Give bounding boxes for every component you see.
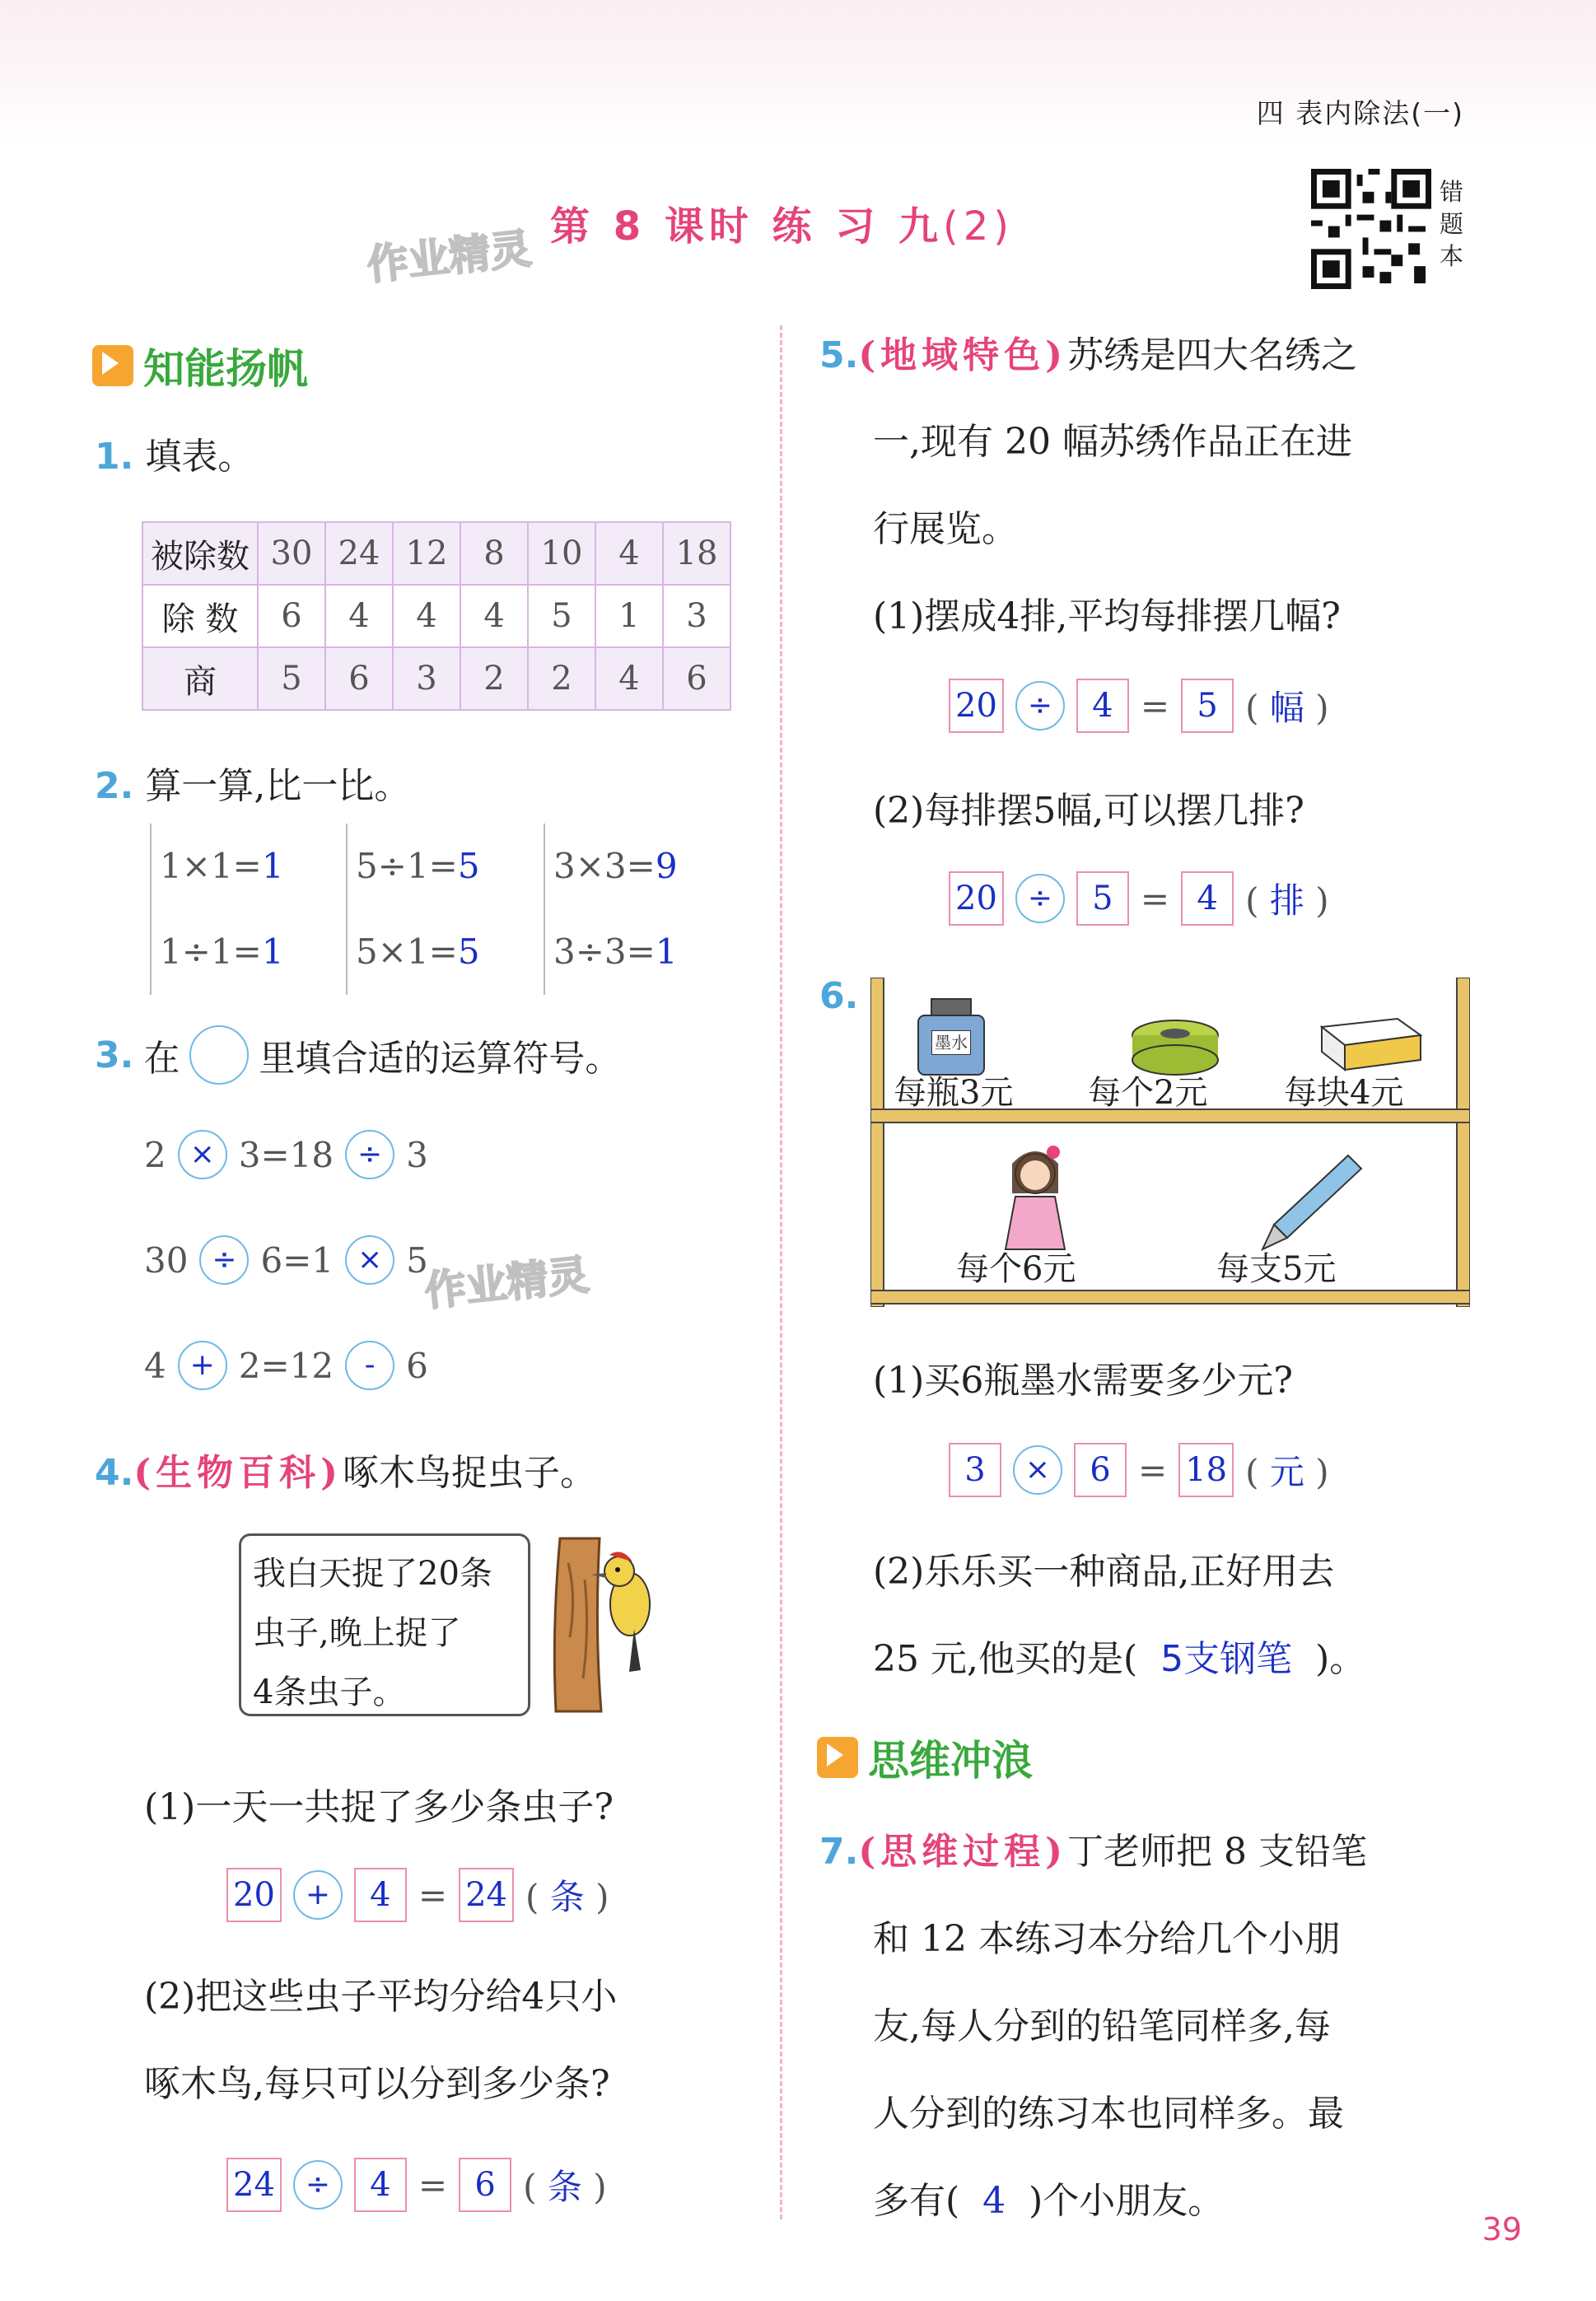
unit-paren: ( 排 ) — [1245, 880, 1329, 921]
qr-code-icon[interactable] — [1311, 169, 1431, 289]
table-cell: 6 — [258, 585, 325, 647]
question-number: 1. — [95, 436, 134, 478]
q6-part-2a: (2)乐乐买一种商品,正好用去 — [873, 1551, 1335, 1593]
q5-text-line: 一,现有 20 幅苏绣作品正在进 — [873, 421, 1352, 463]
bubble-line: 虫子,晚上捉了 — [253, 1614, 461, 1652]
q6-part-2b — [873, 1629, 1365, 1682]
price-eraser: 每块4元 — [1284, 1074, 1404, 1112]
answer-box[interactable]: 5 — [1076, 871, 1129, 926]
table-cell: 24 — [325, 522, 393, 585]
equals-sign: = — [1140, 685, 1170, 726]
answer-box[interactable]: 24 — [226, 2158, 282, 2212]
page-number: 39 — [1482, 2211, 1522, 2247]
unit-paren: ( 元 ) — [1245, 1452, 1329, 1492]
question-number: 3. — [95, 1034, 134, 1076]
question-text: 丁老师把 8 支铅笔 — [1066, 1831, 1367, 1873]
price-pen: 每支5元 — [1216, 1250, 1337, 1288]
answer[interactable]: 1 — [261, 931, 284, 972]
question-2 — [95, 756, 410, 809]
bubble-line: 我白天捉了20条 — [253, 1555, 492, 1593]
q5-part-1: (1)摆成4排,平均每排摆几幅? — [873, 595, 1341, 637]
operator-circle[interactable]: + — [178, 1341, 227, 1390]
answer-box[interactable]: 6 — [459, 2158, 511, 2212]
operator-circle[interactable]: × — [1013, 1445, 1062, 1495]
text: 多有( — [873, 2180, 960, 2222]
operator-circle[interactable]: + — [293, 1870, 343, 1920]
text: )个小朋友。 — [1029, 2180, 1225, 2222]
answer-box[interactable]: 5 — [1181, 679, 1234, 733]
unit-answer[interactable]: 条 — [549, 1877, 585, 1917]
watermark: 作业精灵 — [364, 224, 534, 290]
lesson-title — [550, 194, 1014, 251]
chapter-header: 四 表内除法(一) — [1256, 97, 1464, 129]
q7-text-line: 友,每人分到的铅笔同样多,每 — [873, 2005, 1331, 2047]
question-4 — [95, 1443, 596, 1496]
expression: 5×1= — [356, 931, 458, 972]
expression: 5÷1= — [356, 846, 458, 886]
answer[interactable]: 9 — [655, 846, 678, 886]
operand: 4 — [144, 1345, 166, 1386]
operator-line-1 — [144, 1130, 428, 1179]
answer-cell[interactable]: 6 — [325, 647, 393, 710]
question-1 — [95, 427, 254, 479]
operand: 6=1 — [260, 1239, 334, 1281]
operator-circle[interactable]: ÷ — [1015, 874, 1065, 923]
operand: 3 — [406, 1134, 428, 1175]
unit-answer[interactable]: 排 — [1269, 880, 1304, 921]
question-6 — [819, 975, 858, 1017]
answer-box[interactable]: 4 — [1181, 871, 1234, 926]
operator-circle[interactable]: ÷ — [345, 1130, 394, 1179]
table-cell: 1 — [595, 585, 663, 647]
answer-cell[interactable]: 4 — [460, 585, 528, 647]
equals-sign: = — [418, 1874, 448, 1916]
answer-text[interactable]: 4 — [982, 2180, 1006, 2222]
table-cell: 12 — [393, 522, 460, 585]
answer[interactable]: 1 — [261, 846, 284, 886]
q7-text-line: 和 12 本练习本分给几个小朋 — [873, 1918, 1341, 1960]
operand: 2 — [144, 1134, 166, 1175]
row-header: 商 — [142, 647, 258, 710]
q4-part-1: (1)一天一共捉了多少条虫子? — [144, 1786, 614, 1828]
answer-cell[interactable]: 4 — [595, 522, 663, 585]
answer[interactable]: 5 — [457, 846, 480, 886]
sail-icon — [92, 345, 133, 386]
question-text: 里填合适的运算符号。 — [259, 1038, 622, 1080]
bubble-line: 4条虫子。 — [253, 1673, 406, 1711]
section-header-2 — [817, 1728, 1033, 1787]
expression: 3÷3= — [553, 931, 656, 972]
answer-box[interactable]: 18 — [1178, 1443, 1234, 1497]
section-title: 思维冲浪 — [868, 1737, 1033, 1785]
expression: 3×3= — [553, 846, 656, 886]
question-7 — [819, 1822, 1367, 1874]
text: 25 元,他买的是( — [873, 1638, 1138, 1680]
wave-icon — [817, 1737, 858, 1778]
answer-cell[interactable]: 4 — [393, 585, 460, 647]
woodpecker-icon — [544, 1530, 667, 1715]
operator-circle[interactable]: × — [345, 1235, 394, 1285]
equals-sign: = — [1140, 878, 1170, 919]
unit-answer[interactable]: 条 — [547, 2167, 582, 2207]
answer[interactable]: 5 — [457, 931, 480, 972]
question-number: 7. — [819, 1831, 859, 1873]
q4-part-2b: 啄木鸟,每只可以分到多少条? — [144, 2063, 610, 2105]
row-header: 被除数 — [142, 522, 258, 585]
watermark: 作业精灵 — [422, 1250, 591, 1316]
question-number: 5. — [819, 334, 859, 376]
operand: 2=12 — [238, 1345, 334, 1386]
operator-circle[interactable]: ÷ — [199, 1235, 249, 1285]
lesson-title-main: 第 8 课时 练 习 九 — [550, 203, 943, 250]
table-cell: 8 — [460, 522, 528, 585]
question-text: 在 — [143, 1038, 180, 1080]
question-text: 算一算,比一比。 — [145, 765, 411, 807]
section-header-1 — [92, 336, 308, 395]
q4-part-2a: (2)把这些虫子平均分给4只小 — [144, 1976, 618, 2018]
table-cell: 2 — [460, 647, 528, 710]
table-cell: 4 — [325, 585, 393, 647]
equation-q6-1 — [949, 1443, 1329, 1497]
table-cell: 30 — [258, 522, 325, 585]
equation-q4-1 — [226, 1868, 609, 1922]
question-text: 苏绣是四大名绣之 — [1066, 334, 1357, 376]
equation-q5-2 — [949, 871, 1329, 926]
answer-box[interactable]: 6 — [1074, 1443, 1127, 1497]
operand: 6 — [406, 1345, 428, 1386]
section-title: 知能扬帆 — [143, 345, 308, 393]
q6-part-1: (1)买6瓶墨水需要多少元? — [873, 1360, 1293, 1402]
column-divider — [780, 325, 782, 2219]
question-number: 2. — [95, 765, 134, 807]
table-cell: 6 — [663, 647, 730, 710]
operand: 3=18 — [238, 1134, 334, 1175]
q7-text-line — [873, 2171, 1224, 2224]
compare-group-3 — [544, 824, 678, 995]
answer-cell[interactable]: 5 — [258, 647, 325, 710]
question-5 — [819, 325, 1357, 378]
operator-circle[interactable]: × — [178, 1130, 227, 1179]
unit-answer[interactable]: 元 — [1269, 1452, 1304, 1492]
question-3 — [95, 1025, 621, 1085]
answer-box[interactable]: 4 — [354, 2158, 407, 2212]
equation-q4-2 — [226, 2158, 607, 2212]
expression: 1÷1= — [160, 931, 262, 972]
division-table — [142, 521, 731, 711]
q5-text-line: 行展览。 — [873, 508, 1018, 550]
answer-box[interactable]: 20 — [226, 1868, 282, 1922]
operator-line-2 — [144, 1235, 428, 1285]
q7-text-line: 人分到的练习本也同样多。最 — [873, 2093, 1344, 2135]
answer-box[interactable]: 3 — [949, 1443, 1001, 1497]
compare-group-2 — [346, 824, 480, 995]
q5-part-2: (2)每排摆5幅,可以摆几排? — [873, 790, 1304, 832]
ink-label: 墨水 — [931, 1030, 971, 1055]
answer-box[interactable]: 20 — [949, 871, 1004, 926]
price-ink: 每瓶3元 — [894, 1074, 1014, 1112]
operator-circle[interactable]: ÷ — [1015, 681, 1065, 730]
table-row — [142, 585, 730, 647]
unit-paren: ( 幅 ) — [1245, 688, 1329, 728]
equation-q5-1 — [949, 679, 1329, 733]
table-row — [142, 522, 730, 585]
question-number: 6. — [819, 975, 859, 1017]
answer[interactable]: 1 — [655, 931, 678, 972]
row-header: 除 数 — [142, 585, 258, 647]
price-doll: 每个6元 — [956, 1250, 1076, 1288]
text: )。 — [1315, 1638, 1366, 1680]
unit-paren: ( 条 ) — [525, 1877, 609, 1917]
answer-text[interactable]: 5支钢笔 — [1160, 1638, 1293, 1680]
blank-circle-icon — [189, 1025, 249, 1085]
topic-tag: (思维过程) — [858, 1831, 1067, 1873]
table-cell: 10 — [528, 522, 595, 585]
unit-answer[interactable]: 幅 — [1269, 688, 1304, 728]
table-cell: 5 — [528, 585, 595, 647]
answer-box[interactable]: 20 — [949, 679, 1004, 733]
shop-shelf — [870, 978, 1470, 1307]
operator-circle[interactable]: ÷ — [293, 2160, 343, 2210]
answer-box[interactable]: 4 — [1076, 679, 1129, 733]
operand: 5 — [406, 1239, 428, 1281]
table-row — [142, 647, 730, 710]
unit-paren: ( 条 ) — [523, 2167, 607, 2207]
topic-tag: (生物百科) — [133, 1452, 343, 1494]
table-cell: 3 — [393, 647, 460, 710]
answer-box[interactable]: 4 — [354, 1868, 407, 1922]
speech-bubble — [239, 1533, 530, 1716]
question-text: 填表。 — [145, 436, 254, 478]
question-text: 啄木鸟捉虫子。 — [342, 1452, 596, 1494]
table-cell: 4 — [595, 647, 663, 710]
operator-circle[interactable]: - — [345, 1341, 394, 1390]
operand: 30 — [144, 1239, 189, 1281]
answer-cell[interactable]: 18 — [663, 522, 730, 585]
expression: 1×1= — [160, 846, 262, 886]
price-sharpener: 每个2元 — [1088, 1074, 1208, 1112]
table-cell: 3 — [663, 585, 730, 647]
equals-sign: = — [418, 2164, 448, 2205]
topic-tag: (地域特色) — [858, 334, 1067, 376]
operator-line-3 — [144, 1341, 428, 1390]
question-number: 4. — [95, 1452, 134, 1494]
equals-sign: = — [1138, 1449, 1168, 1491]
answer-cell[interactable]: 2 — [528, 647, 595, 710]
wrong-answer-book-label: 错题本 — [1440, 178, 1464, 270]
lesson-title-part: (2) — [942, 203, 1014, 250]
compare-group-1 — [150, 824, 284, 995]
answer-box[interactable]: 24 — [459, 1868, 514, 1922]
